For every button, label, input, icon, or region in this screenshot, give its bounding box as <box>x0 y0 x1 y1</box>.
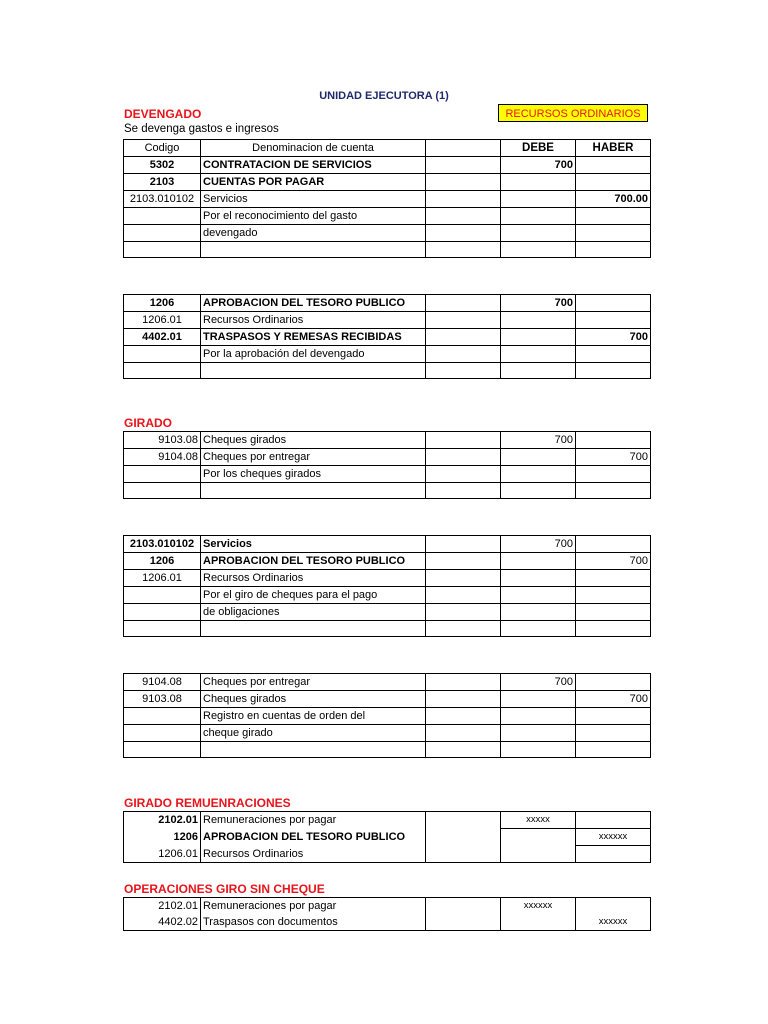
row-code: 2102.01 <box>124 812 201 829</box>
row-debe <box>501 691 576 708</box>
row-desc: Cheques por entregar <box>201 674 426 691</box>
row-debe <box>501 914 576 931</box>
row-haber <box>576 604 651 621</box>
row-haber <box>576 708 651 725</box>
table-row <box>124 295 651 312</box>
table-row <box>124 553 651 570</box>
row-desc: Servicios <box>201 536 426 553</box>
header-haber: HABER <box>576 140 651 157</box>
row-code <box>124 708 201 725</box>
row-code <box>124 225 201 242</box>
table-row <box>124 208 651 225</box>
row-haber <box>576 536 651 553</box>
row-desc: Recursos Ordinarios <box>201 312 426 329</box>
table-row <box>124 812 651 829</box>
table-row <box>124 691 651 708</box>
row-empty <box>426 466 501 483</box>
row-code: 1206 <box>124 829 201 846</box>
row-empty <box>426 914 501 931</box>
row-empty <box>426 432 501 449</box>
header-empty <box>426 140 501 157</box>
row-desc: Remuneraciones por pagar <box>201 898 426 915</box>
row-empty <box>426 346 501 363</box>
row-haber: 700 <box>576 449 651 466</box>
row-code: 2103 <box>124 174 201 191</box>
row-empty <box>426 674 501 691</box>
row-empty <box>426 553 501 570</box>
row-code: 1206.01 <box>124 312 201 329</box>
row-haber <box>576 570 651 587</box>
row-empty <box>426 587 501 604</box>
row-desc: cheque girado <box>201 725 426 742</box>
row-debe <box>501 225 576 242</box>
row-debe <box>501 466 576 483</box>
row-code: 9103.08 <box>124 432 201 449</box>
row-desc: Servicios <box>201 191 426 208</box>
row-debe <box>501 312 576 329</box>
row-haber <box>576 432 651 449</box>
row-empty <box>426 174 501 191</box>
row-debe <box>501 725 576 742</box>
row-haber <box>576 466 651 483</box>
row-code: 5302 <box>124 157 201 174</box>
row-code <box>124 208 201 225</box>
table-row <box>124 449 651 466</box>
row-debe: 700 <box>501 295 576 312</box>
table-row <box>124 536 651 553</box>
row-empty <box>426 329 501 346</box>
row-desc: de obligaciones <box>201 604 426 621</box>
row-empty <box>426 708 501 725</box>
row-empty <box>426 191 501 208</box>
table-header-row <box>124 140 651 157</box>
row-haber: 700 <box>576 691 651 708</box>
row-empty <box>426 157 501 174</box>
row-code: 4402.02 <box>124 914 201 931</box>
row-code: 2103.010102 <box>124 536 201 553</box>
row-haber: 700 <box>576 329 651 346</box>
ledger-table-aprobacion <box>123 294 651 379</box>
row-debe: xxxxxx <box>501 898 576 915</box>
recursos-ordinarios-badge: RECURSOS ORDINARIOS <box>498 104 648 122</box>
row-desc: Cheques girados <box>201 691 426 708</box>
row-debe <box>501 570 576 587</box>
row-code: 1206.01 <box>124 846 201 863</box>
row-haber: xxxxxx <box>576 829 651 846</box>
row-code: 2103.010102 <box>124 191 201 208</box>
table-row <box>124 466 651 483</box>
ledger-table-giro-cheques <box>123 535 651 637</box>
row-desc: Recursos Ordinarios <box>201 570 426 587</box>
row-empty <box>426 812 501 829</box>
row-haber <box>576 174 651 191</box>
row-empty <box>426 208 501 225</box>
section-sin-cheque-heading: OPERACIONES GIRO SIN CHEQUE <box>124 882 325 896</box>
ledger-table-sin-cheque <box>123 897 651 931</box>
row-code: 9103.08 <box>124 691 201 708</box>
row-code <box>124 725 201 742</box>
row-debe <box>501 191 576 208</box>
row-empty <box>426 570 501 587</box>
row-haber: 700.00 <box>576 191 651 208</box>
row-debe <box>501 449 576 466</box>
table-row <box>124 846 651 863</box>
row-desc: Registro en cuentas de orden del <box>201 708 426 725</box>
row-code <box>124 346 201 363</box>
row-empty <box>426 829 501 846</box>
row-desc: Por el giro de cheques para el pago <box>201 587 426 604</box>
table-row <box>124 174 651 191</box>
row-haber <box>576 812 651 829</box>
row-desc: CONTRATACION DE SERVICIOS <box>201 157 426 174</box>
row-haber <box>576 208 651 225</box>
row-desc: APROBACION DEL TESORO PUBLICO <box>201 295 426 312</box>
table-row <box>124 570 651 587</box>
row-code: 9104.08 <box>124 449 201 466</box>
section-remuneraciones-heading: GIRADO REMUENRACIONES <box>124 796 291 810</box>
table-row-blank <box>124 242 651 258</box>
ledger-table-cuentas-orden <box>123 673 651 758</box>
row-haber <box>576 587 651 604</box>
row-debe <box>501 846 576 863</box>
row-haber <box>576 725 651 742</box>
header-denominacion: Denominacion de cuenta <box>201 140 426 157</box>
row-code: 4402.01 <box>124 329 201 346</box>
row-desc: Cheques por entregar <box>201 449 426 466</box>
row-debe <box>501 329 576 346</box>
row-haber <box>576 674 651 691</box>
row-debe: 700 <box>501 674 576 691</box>
row-code: 1206 <box>124 553 201 570</box>
ledger-table-devengado <box>123 139 651 258</box>
row-desc: Por los cheques girados <box>201 466 426 483</box>
row-desc: APROBACION DEL TESORO PUBLICO <box>201 829 426 846</box>
table-row <box>124 191 651 208</box>
row-code: 9104.08 <box>124 674 201 691</box>
row-empty <box>426 846 501 863</box>
row-debe <box>501 553 576 570</box>
row-desc: Por el reconocimiento del gasto <box>201 208 426 225</box>
header-codigo: Codigo <box>124 140 201 157</box>
row-debe <box>501 174 576 191</box>
table-row <box>124 157 651 174</box>
ledger-table-girado <box>123 431 651 499</box>
row-debe: 700 <box>501 432 576 449</box>
row-code <box>124 604 201 621</box>
row-debe <box>501 604 576 621</box>
row-code <box>124 466 201 483</box>
ledger-table-remuneraciones <box>123 811 651 863</box>
table-row <box>124 725 651 742</box>
row-empty <box>426 536 501 553</box>
table-row <box>124 312 651 329</box>
row-haber <box>576 295 651 312</box>
row-empty <box>426 898 501 915</box>
row-haber <box>576 225 651 242</box>
row-debe <box>501 587 576 604</box>
row-code: 1206.01 <box>124 570 201 587</box>
row-empty <box>426 725 501 742</box>
row-debe <box>501 346 576 363</box>
row-empty <box>426 312 501 329</box>
row-desc: APROBACION DEL TESORO PUBLICO <box>201 553 426 570</box>
row-code <box>124 587 201 604</box>
row-empty <box>426 449 501 466</box>
row-debe: xxxxx <box>501 812 576 829</box>
table-row <box>124 432 651 449</box>
table-row <box>124 225 651 242</box>
table-row <box>124 604 651 621</box>
table-row-blank <box>124 363 651 379</box>
row-haber: 700 <box>576 553 651 570</box>
row-desc: Traspasos con documentos <box>201 914 426 931</box>
table-row <box>124 829 651 846</box>
row-haber: xxxxxx <box>576 914 651 931</box>
row-haber <box>576 846 651 863</box>
table-row <box>124 708 651 725</box>
row-empty <box>426 604 501 621</box>
row-desc: Remuneraciones por pagar <box>201 812 426 829</box>
row-code: 1206 <box>124 295 201 312</box>
row-haber <box>576 157 651 174</box>
table-row-blank <box>124 621 651 637</box>
devengado-subtitle: Se devenga gastos e ingresos <box>124 123 279 135</box>
section-devengado-heading: DEVENGADO <box>124 107 202 121</box>
table-row <box>124 898 651 915</box>
table-row <box>124 329 651 346</box>
row-desc: Cheques girados <box>201 432 426 449</box>
table-row <box>124 674 651 691</box>
row-empty <box>426 225 501 242</box>
table-row <box>124 914 651 931</box>
row-code: 2102.01 <box>124 898 201 915</box>
table-row <box>124 587 651 604</box>
row-empty <box>426 295 501 312</box>
row-desc: CUENTAS POR PAGAR <box>201 174 426 191</box>
row-haber <box>576 346 651 363</box>
section-girado-heading: GIRADO <box>124 416 172 430</box>
row-haber <box>576 312 651 329</box>
table-row <box>124 346 651 363</box>
row-desc: devengado <box>201 225 426 242</box>
page-title: UNIDAD EJECUTORA (1) <box>319 90 449 102</box>
row-debe: 700 <box>501 536 576 553</box>
row-haber <box>576 898 651 915</box>
row-debe <box>501 208 576 225</box>
row-empty <box>426 691 501 708</box>
header-debe: DEBE <box>501 140 576 157</box>
row-debe: 700 <box>501 157 576 174</box>
row-desc: TRASPASOS Y REMESAS RECIBIDAS <box>201 329 426 346</box>
table-row-blank <box>124 742 651 758</box>
row-desc: Recursos Ordinarios <box>201 846 426 863</box>
table-row-blank <box>124 483 651 499</box>
row-debe <box>501 708 576 725</box>
row-desc: Por la aprobación del devengado <box>201 346 426 363</box>
row-debe <box>501 829 576 846</box>
